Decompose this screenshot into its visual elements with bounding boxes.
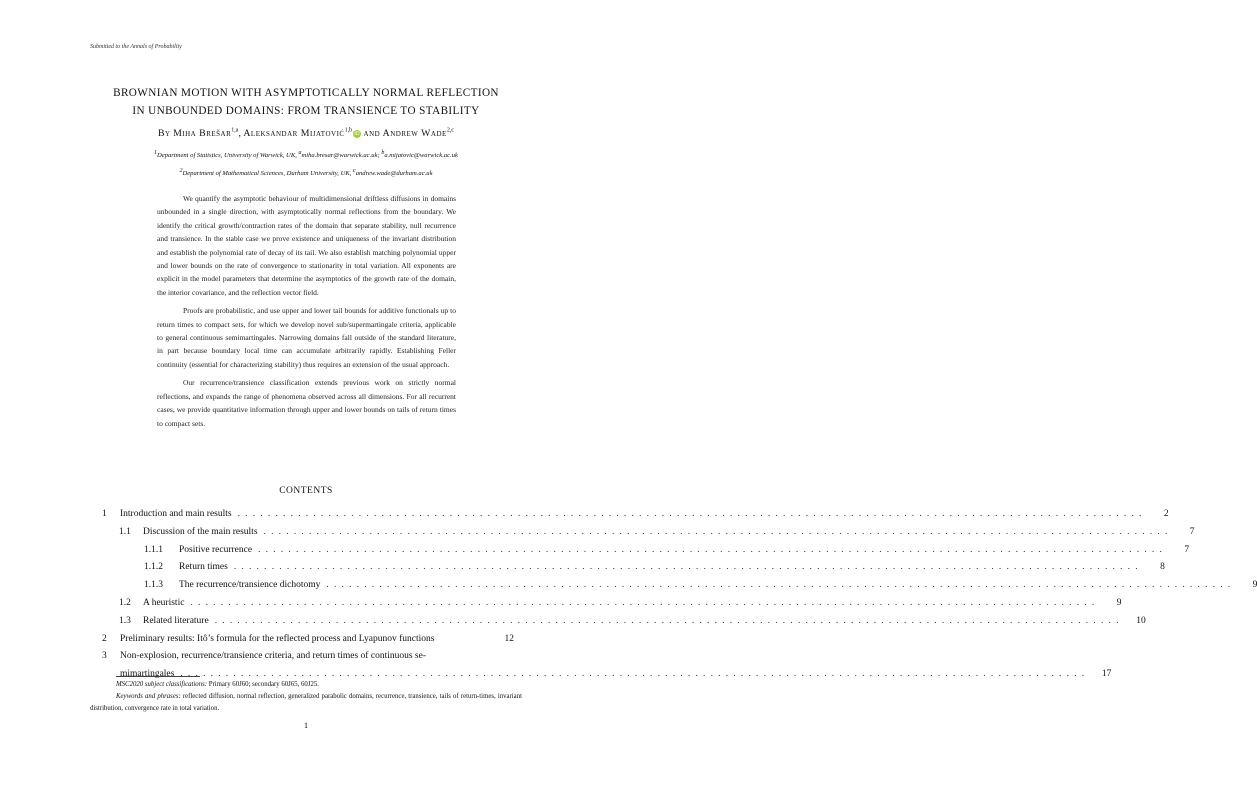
toc-title: Introduction and main results (120, 509, 232, 519)
keywords-footnote: Keywords and phrases: reflected diffusion, normal reflection, generalized parabolic domains, recurrence, transience, tails of return-times, invariant distribution, convergence rate in total variation. (90, 693, 522, 712)
toc-entry[interactable] (102, 595, 1122, 613)
toc-title: The recurrence/transience dichotomy (179, 580, 321, 591)
msc-footnote: MSC2020 subject classifications: Primary 60J60; secondary 60J65, 60J25. (116, 681, 319, 688)
author-3-sup: 2,c (446, 127, 454, 134)
toc-title: Related literature (143, 615, 209, 626)
email-link[interactable]: miha.bresar@warwick.ac.uk (301, 152, 378, 159)
toc-leader: ........................................................................................................................ (263, 526, 1173, 537)
paper-title (100, 84, 512, 120)
toc-leader: ........................................................................................................................ (326, 580, 1236, 591)
toc-number: 1.2 (119, 597, 131, 608)
contents-heading: CONTENTS (279, 486, 333, 496)
toc-page: 7 (1184, 544, 1190, 555)
table-of-contents (102, 506, 1257, 684)
toc-leader: ........................................................................................................................ (258, 544, 1168, 555)
toc-leader: ........................................................................................................................ (180, 669, 1090, 680)
toc-title: Preliminary results: Itô’s formula for the reflected process and Lyapunov functions (120, 633, 435, 644)
toc-page: 8 (1160, 562, 1165, 573)
toc-entry[interactable] (102, 559, 1165, 577)
toc-page: 17 (1101, 669, 1112, 680)
toc-number: 1 (102, 509, 107, 519)
email-link[interactable]: andrew.wade@durham.ac.uk (355, 170, 433, 177)
toc-leader: ........................................................................................................................ (190, 597, 1100, 608)
page-number: 1 (303, 720, 309, 730)
toc-number: 1.1.3 (144, 580, 163, 591)
toc-number: 1.1 (119, 526, 131, 537)
toc-title: Discussion of the main results (143, 526, 258, 537)
toc-title-continuation: mimartingales (120, 669, 175, 680)
toc-entry[interactable] (102, 648, 514, 666)
journal-header: Submitted to the Annals of Probability (90, 44, 182, 50)
toc-title: Positive recurrence (179, 544, 253, 555)
abstract-paragraph: We quantify the asymptotic behaviour of multidimensional driftless diffusions in domains unbounded in a single direction, with asymptotically normal reflections from the boundary. We identify the critical growth/contraction rates of the domain that separate stability, null recurrence and transience. In the stable case we prove existence and uniqueness of the invariant distribution and establish the polynomial rate of decay of its tail. We also establish matching polynomial upper and lower bounds on the rate of convergence to stationarity in total variation. All exponents are explicit in the model parameters that determine the asymptotics of the growth rate of the domain, the interior covariance, and the reflection vector field. (157, 194, 456, 297)
by-label: By (158, 128, 171, 139)
toc-leader: ........................................................................................................................ (214, 615, 1124, 626)
author-2-sup: 1,b (344, 127, 353, 134)
toc-leader: ........................................................................................................................ (237, 509, 1147, 519)
author-3: Andrew Wade (382, 128, 447, 139)
toc-page: 12 (504, 633, 514, 644)
toc-entry[interactable] (102, 542, 1190, 560)
affiliation-1: 1Department of Statistics, University of Warwick, UK, amiha.bresar@warwick.ac.uk; ba.mijatovic@warwick.ac.uk (154, 149, 458, 159)
toc-number: 3 (102, 651, 107, 662)
toc-number: 1.1.2 (144, 562, 163, 573)
author-1-sup: 1,a (231, 127, 239, 134)
title-line-1: BROWNIAN MOTION WITH ASYMPTOTICALLY NORMAL REFLECTION (113, 87, 499, 99)
author-1: Miha Brešar (173, 128, 232, 139)
affiliation-2: 2Department of Mathematical Sciences, Durham University, UK, candrew.wade@durham.ac.uk (179, 167, 433, 177)
toc-entry[interactable] (102, 631, 514, 649)
author-2: Aleksandar Mijatović (243, 128, 345, 139)
orcid-icon[interactable]: iD (354, 131, 360, 137)
email-link[interactable]: a.mijatovic@warwick.ac.uk (384, 152, 458, 159)
and-label: and (363, 128, 381, 139)
abstract-paragraph: Our recurrence/transience classification extends previous work on strictly normal reflections, and expands the range of phenomena observed across all dimensions. For all recurrent cases, we provide quantitative information through upper and lower bounds on tails of return times to compact sets. (157, 378, 456, 428)
toc-number: 1.3 (119, 615, 131, 626)
footnotes (90, 679, 522, 715)
toc-title: Return times (179, 562, 228, 573)
author-list: By Miha Brešar$^{1,a}$, Aleksandar Mijatović$^{1,b}$iD and Andrew Wade$^{2,c}$ (158, 127, 454, 139)
toc-page: 7 (1189, 526, 1195, 537)
toc-entry[interactable] (102, 613, 1146, 631)
abstract (157, 192, 456, 435)
title-line-2: IN UNBOUNDED DOMAINS: FROM TRANSIENCE TO STABILITY (132, 105, 480, 117)
toc-page: 2 (1163, 509, 1169, 519)
toc-title: Non-explosion, recurrence/transience criteria, and return times of continuous se- (120, 651, 426, 662)
footnote-rule (116, 676, 200, 677)
toc-page: 10 (1136, 615, 1146, 626)
toc-entry[interactable] (102, 506, 1169, 524)
abstract-paragraph: Proofs are probabilistic, and use upper and lower tail bounds for additive functionals up to return times to compact sets, for which we develop novel sub/supermartingale criteria, applicable to general continuous semimartingales. Narrowing domains fall outside of the standard literature, in part because boundary local time can accumulate arbitrarily rapidly. Establishing Feller continuity (essential for characterizing stability) thus requires an extension of the usual approach. (157, 306, 456, 369)
toc-entry[interactable] (102, 524, 1195, 542)
toc-page: 9 (1252, 580, 1257, 591)
toc-number: 1.1.1 (144, 544, 163, 555)
toc-page: 9 (1116, 597, 1122, 608)
toc-title: A heuristic (143, 597, 185, 608)
toc-entry[interactable] (102, 577, 1257, 595)
toc-number: 2 (102, 633, 107, 644)
toc-leader: ........................................................................................................................ (233, 562, 1143, 573)
